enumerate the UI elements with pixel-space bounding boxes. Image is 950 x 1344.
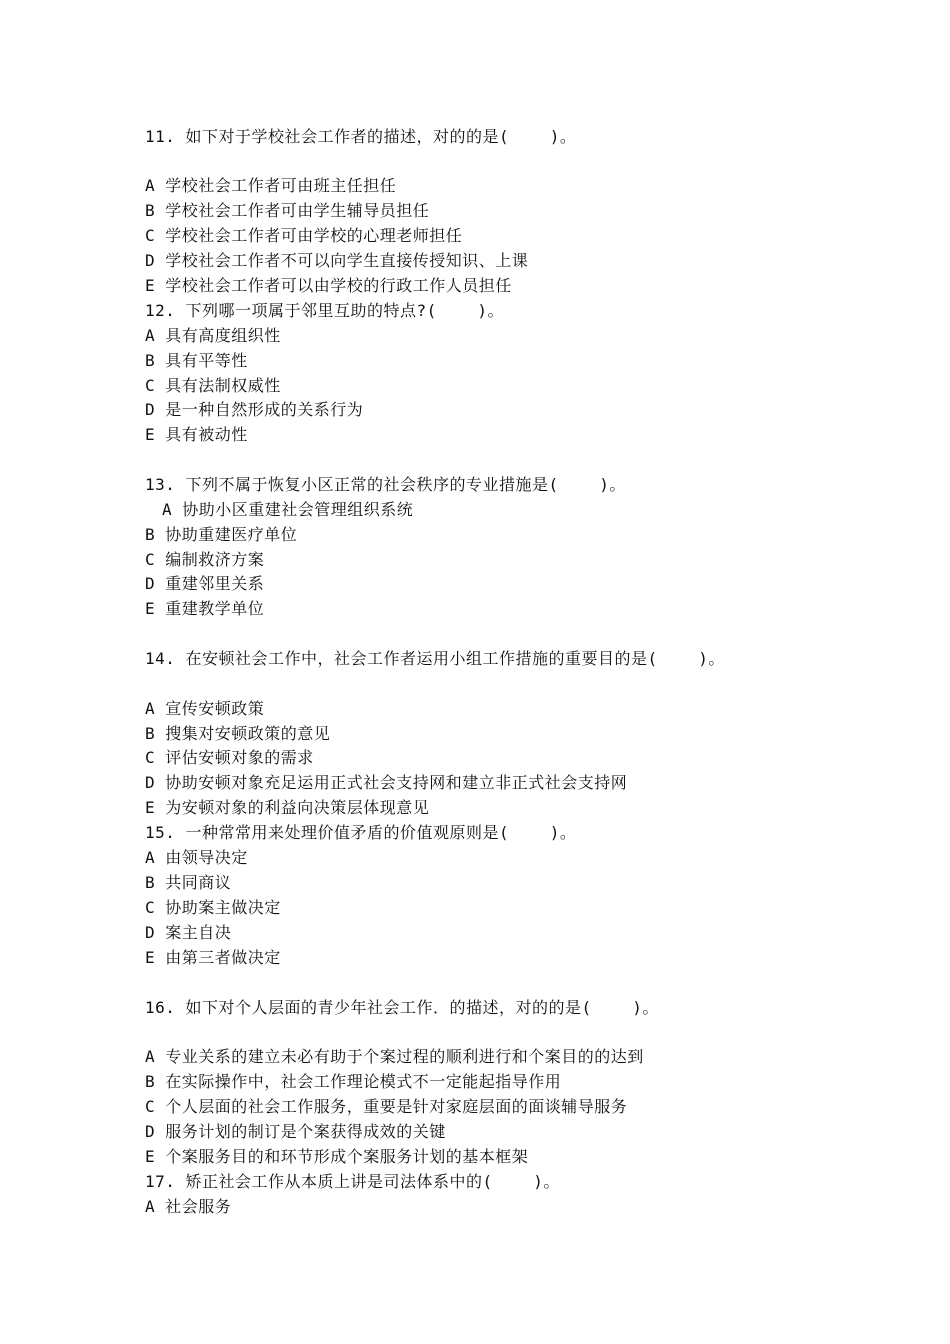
question-15-option-e: E 由第三者做决定 [145,948,281,967]
question-16-option-c: C 个人层面的社会工作服务，重要是针对家庭层面的面谈辅导服务 [145,1097,628,1116]
question-15-option-b: B 共同商议 [145,873,232,892]
question-13-option-a: A 协助小区重建社会管理组织系统 [162,500,414,519]
question-11-option-e: E 学校社会工作者可以由学校的行政工作人员担任 [145,276,512,295]
question-14-stem: 14. 在安顿社会工作中，社会工作者运用小组工作措施的重要目的是( )。 [145,649,725,668]
question-11-option-a: A 学校社会工作者可由班主任担任 [145,176,397,195]
question-14-option-d: D 协助安顿对象充足运用正式社会支持网和建立非正式社会支持网 [145,773,628,792]
question-13-option-b: B 协助重建医疗单位 [145,525,298,544]
question-11-option-b: B 学校社会工作者可由学生辅导员担任 [145,201,430,220]
question-15-stem: 15. 一种常常用来处理价值矛盾的价值观原则是( )。 [145,823,577,842]
question-16-option-b: B 在实际操作中，社会工作理论模式不一定能起指导作用 [145,1072,562,1091]
question-12-option-d: D 是一种自然形成的关系行为 [145,400,364,419]
question-11-stem: 11. 如下对于学校社会工作者的描述，对的的是( )。 [145,127,577,146]
question-13-option-e: E 重建教学单位 [145,599,265,618]
question-14-option-b: B 搜集对安顿政策的意见 [145,724,331,743]
question-12-option-e: E 具有被动性 [145,425,248,444]
question-15-option-d: D 案主自决 [145,923,232,942]
question-13-option-c: C 编制救济方案 [145,550,265,569]
question-14-option-a: A 宣传安顿政策 [145,699,265,718]
question-11-option-c: C 学校社会工作者可由学校的心理老师担任 [145,226,463,245]
question-16-option-e: E 个案服务目的和环节形成个案服务计划的基本框架 [145,1147,529,1166]
question-14-option-e: E 为安顿对象的利益向决策层体现意见 [145,798,430,817]
question-13-option-d: D 重建邻里关系 [145,574,265,593]
question-12-stem: 12. 下列哪一项属于邻里互助的特点?( )。 [145,301,504,320]
question-17-stem: 17. 矫正社会工作从本质上讲是司法体系中的( )。 [145,1172,560,1191]
question-12-option-c: C 具有法制权威性 [145,376,281,395]
question-16-stem: 16. 如下对个人层面的青少年社会工作．的描述，对的的是( )。 [145,998,659,1017]
question-13-stem: 13. 下列不属于恢复小区正常的社会秩序的专业措施是( )。 [145,475,626,494]
question-17-option-a: A 社会服务 [145,1197,232,1216]
question-11-option-d: D 学校社会工作者不可以向学生直接传授知识、上课 [145,251,529,270]
question-16-option-a: A 专业关系的建立未必有助于个案过程的顺利进行和个案目的的达到 [145,1047,644,1066]
question-16-option-d: D 服务计划的制订是个案获得成效的关键 [145,1122,446,1141]
question-15-option-a: A 由领导决定 [145,848,248,867]
question-12-option-a: A 具有高度组织性 [145,326,281,345]
question-12-option-b: B 具有平等性 [145,351,248,370]
question-14-option-c: C 评估安顿对象的需求 [145,748,314,767]
question-15-option-c: C 协助案主做决定 [145,898,281,917]
